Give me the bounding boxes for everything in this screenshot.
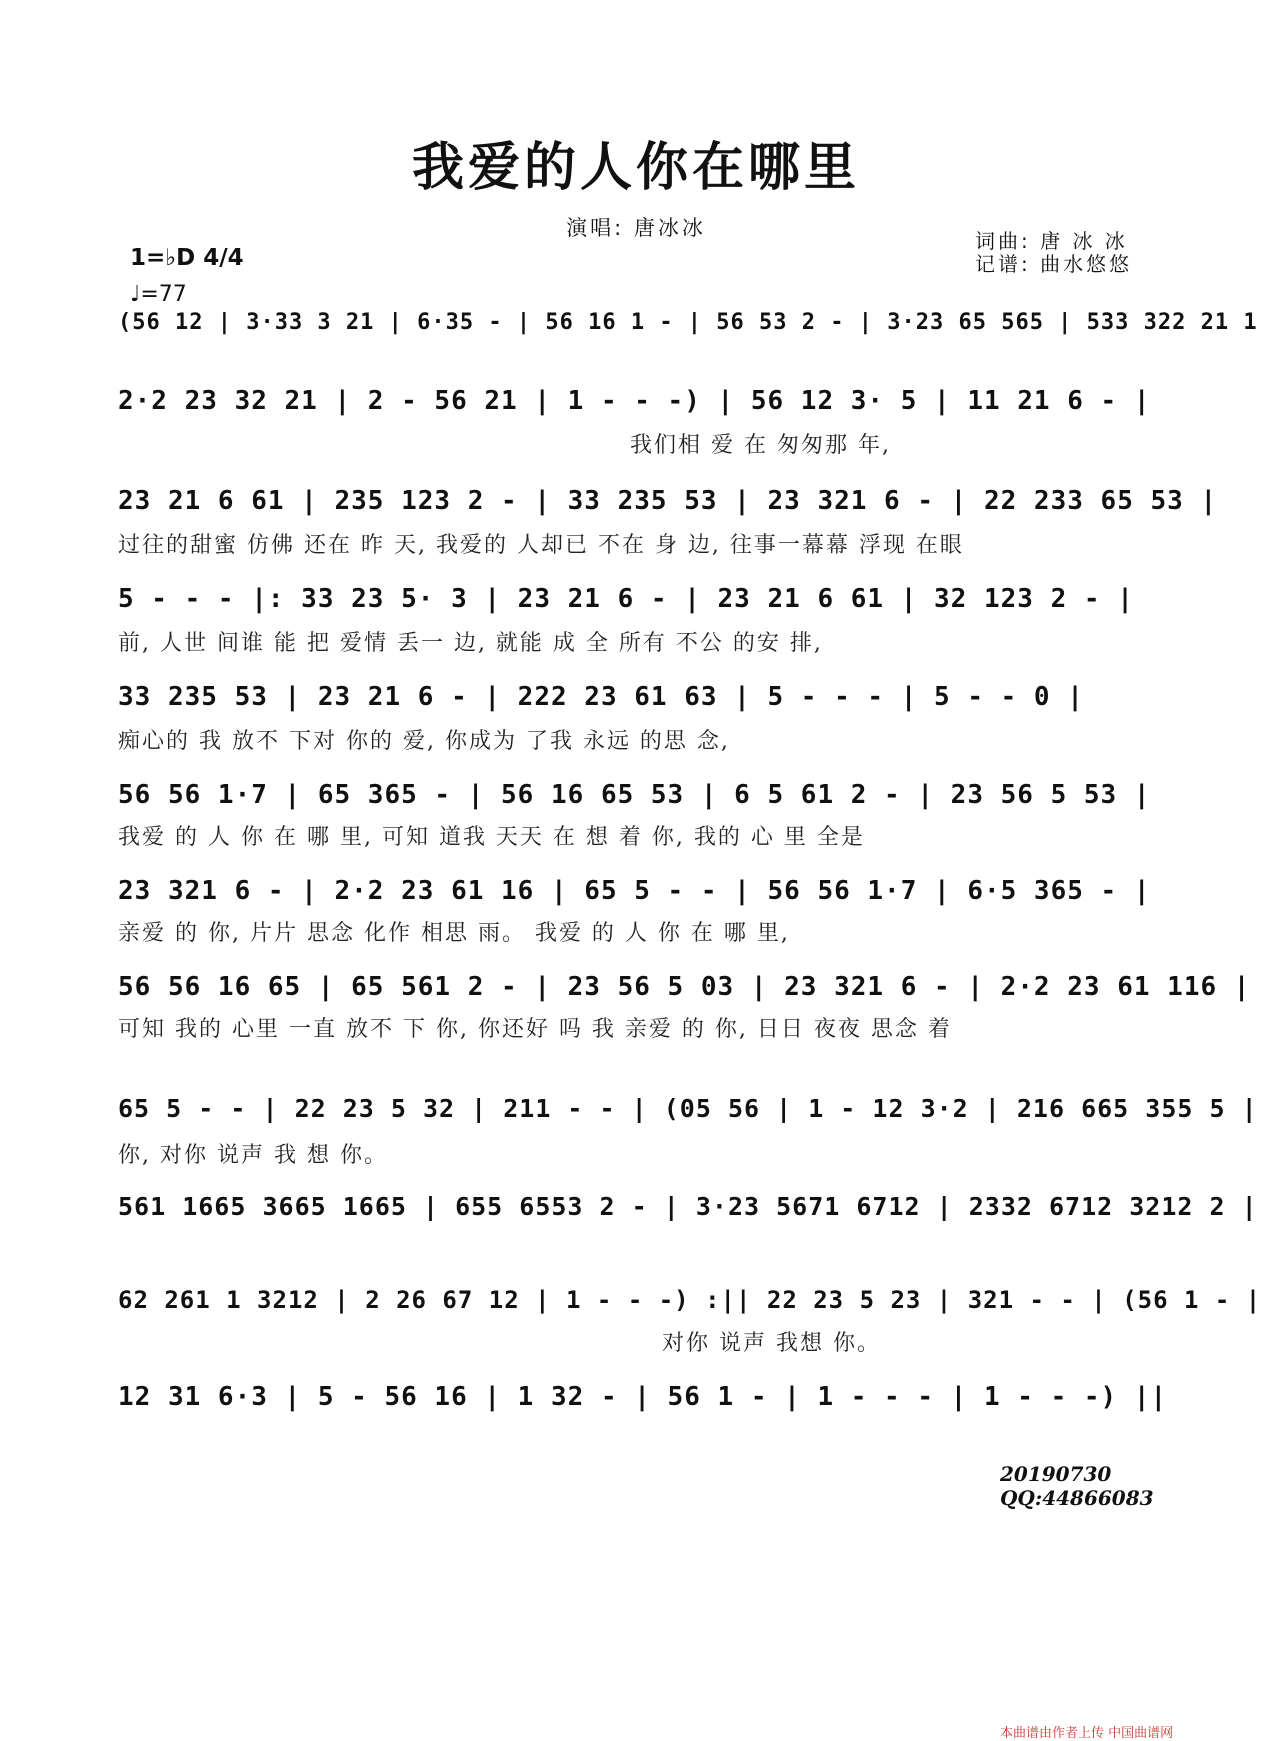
notation-row: 23 321 6 - | 2·2 23 61 16 | 65 5 - - | 56 56 1·7 | 6·5 365 - | bbox=[118, 876, 1151, 906]
lyrics-row: 痴心的 我 放不 下对 你的 爱, 你成为 了我 永远 的思 念, bbox=[118, 729, 730, 754]
tempo-marking: ♩=77 bbox=[130, 282, 187, 307]
site-watermark: 本曲谱由作者上传 中国曲谱网 bbox=[1000, 1726, 1174, 1741]
lyrics-row: 我们相 爱 在 匆匆那 年, bbox=[630, 433, 891, 458]
notation-row: 33 235 53 | 23 21 6 - | 222 23 61 63 | 5 - - - | 5 - - 0 | bbox=[118, 682, 1084, 712]
notation-row: 65 5 - - | 22 23 5 32 | 211 - - | (05 56 | 1 - 12 3·2 | 216 665 355 5 | bbox=[118, 1094, 1258, 1123]
transcriber-credit: 记谱: 曲水悠悠 bbox=[975, 252, 1133, 276]
notation-row: 56 56 1·7 | 65 365 - | 56 16 65 53 | 6 5 61 2 - | 23 56 5 53 | bbox=[118, 780, 1151, 810]
lyrics-row: 我爱 的 人 你 在 哪 里, 可知 道我 天天 在 想 着 你, 我的 心 里 全是 bbox=[118, 825, 865, 850]
notation-row: 12 31 6·3 | 5 - 56 16 | 1 32 - | 56 1 - | 1 - - - | 1 - - -) || bbox=[118, 1382, 1168, 1412]
qq-number: QQ:44866083 bbox=[1000, 1486, 1154, 1510]
notation-row: 5 - - - |: 33 23 5· 3 | 23 21 6 - | 23 21 6 61 | 32 123 2 - | bbox=[118, 584, 1134, 614]
singer-line: 演唱: 唐冰冰 bbox=[566, 216, 706, 240]
lyrics-row: 对你 说声 我想 你。 bbox=[662, 1331, 881, 1356]
lyrics-row: 可知 我的 心里 一直 放不 下 你, 你还好 吗 我 亲爱 的 你, 日日 夜夜 思念 着 bbox=[118, 1017, 952, 1042]
notation-row: (56 12 | 3·33 3 21 | 6·35 - | 56 16 1 - | 56 53 2 - | 3·23 65 565 | 533 322 21 1 bbox=[118, 310, 1258, 335]
notation-row: 56 56 16 65 | 65 561 2 - | 23 56 5 03 | 23 321 6 - | 2·2 23 61 116 | bbox=[118, 972, 1251, 1002]
key-signature: 1=♭D 4/4 bbox=[130, 245, 244, 271]
lyrics-row: 你, 对你 说声 我 想 你。 bbox=[118, 1143, 388, 1168]
lyrics-music-credit: 词曲: 唐 冰 冰 bbox=[975, 229, 1128, 253]
lyrics-row: 前, 人世 间谁 能 把 爱情 丢一 边, 就能 成 全 所有 不公 的安 排, bbox=[118, 631, 823, 656]
notation-row: 2·2 23 32 21 | 2 - 56 21 | 1 - - -) | 56 12 3· 5 | 11 21 6 - | bbox=[118, 386, 1151, 416]
lyrics-row: 亲爱 的 你, 片片 思念 化作 相思 雨。 我爱 的 人 你 在 哪 里, bbox=[118, 921, 790, 946]
date-stamp: 20190730 bbox=[1000, 1462, 1112, 1486]
notation-row: 62 261 1 3212 | 2 26 67 12 | 1 - - -) :|| 22 23 5 23 | 321 - - | (56 1 - | bbox=[118, 1286, 1262, 1314]
lyrics-row: 过往的甜蜜 仿佛 还在 昨 天, 我爱的 人却已 不在 身 边, 往事一幕幕 浮现 在眼 bbox=[118, 533, 964, 558]
notation-row: 23 21 6 61 | 235 123 2 - | 33 235 53 | 23 321 6 - | 22 233 65 53 | bbox=[118, 486, 1218, 516]
notation-row: 561 1665 3665 1665 | 655 6553 2 - | 3·23 5671 6712 | 2332 6712 3212 2 | bbox=[118, 1192, 1258, 1221]
song-title: 我爱的人你在哪里 bbox=[411, 137, 860, 198]
